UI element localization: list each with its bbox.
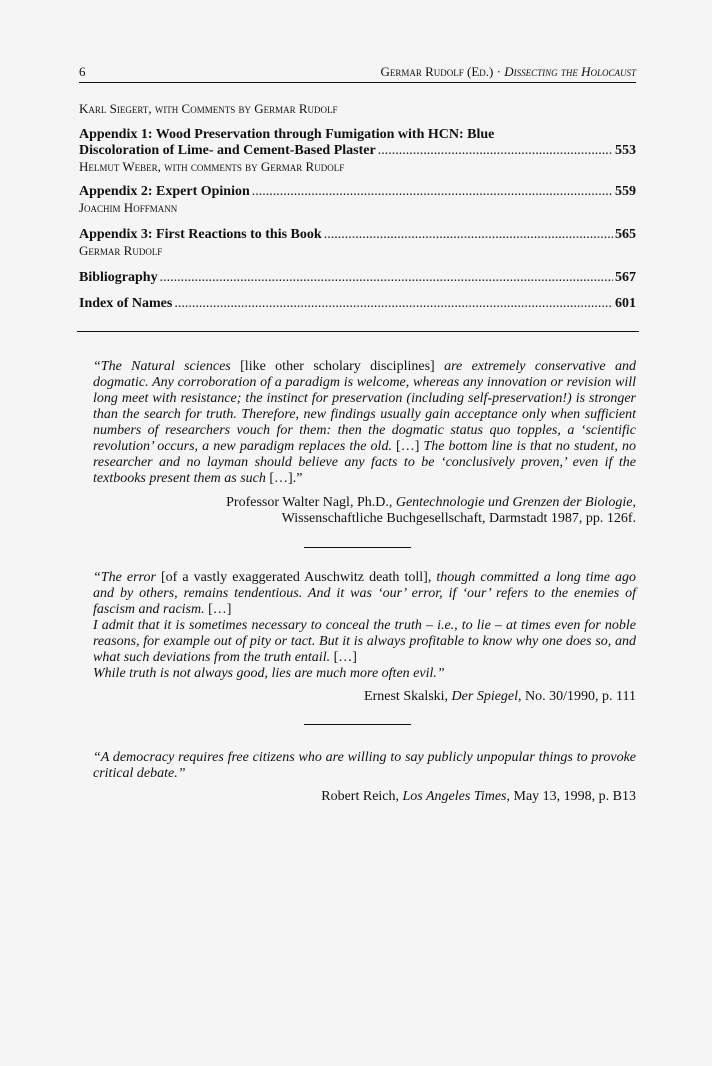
quote-text: “A democracy requires free citizens who are willing to say publicly unpopular things to provoke critical debate.” [93, 750, 636, 781]
header-book-title: Dissecting the Holocaust [504, 64, 636, 79]
dot-leader [174, 296, 613, 312]
toc-entry-author: Helmut Weber, with comments by Germar Rudolf [79, 159, 345, 174]
toc-entry-bibliography [79, 270, 636, 286]
section-divider [77, 331, 639, 332]
toc-page-number: 567 [615, 270, 636, 285]
epigraph-quote-1 [93, 359, 636, 527]
toc-page-number: 559 [615, 184, 636, 199]
quote-attribution: Professor Walter Nagl, Ph.D., Gentechnologie und Grenzen der Biologie, [226, 495, 636, 510]
toc-entry-title: Index of Names [79, 296, 173, 311]
dot-leader [160, 270, 613, 286]
dot-leader [324, 227, 613, 243]
toc-entry-title: Appendix 2: Expert Opinion [79, 184, 250, 199]
epigraph-quote-3 [93, 750, 636, 805]
running-header [79, 64, 636, 83]
quote-text: While truth is not always good, lies are much more often evil.” [93, 666, 445, 681]
quote-separator [304, 724, 411, 725]
toc-author: Karl Siegert, with Comments by Germar Rudolf [79, 101, 338, 116]
table-of-contents [79, 101, 636, 312]
toc-page-number: 601 [615, 296, 636, 311]
toc-entry-appendix-1 [79, 127, 636, 175]
quote-separator [304, 547, 411, 548]
toc-page-number: 565 [615, 227, 636, 242]
epigraph-quote-2 [93, 570, 636, 705]
toc-entry-appendix-3 [79, 227, 636, 259]
header-author: Germar Rudolf (Ed.) [380, 64, 494, 79]
toc-entry-appendix-2 [79, 184, 636, 216]
toc-entry-index [79, 296, 636, 312]
toc-entry-title: Appendix 1: Wood Preservation through Fumigation with HCN: Blue [79, 127, 495, 142]
quote-text: “The Natural sciences [like other scholary disciplines] are extremely conservative and dogmatic. Any corroboration of a paradigm is welcome, whereas any innovation or revision will long meet with resistance; the instinct for preservation (including self-preservation!) is stronger than the search for truth. Therefore, new findings usually gain acceptance only when sufficient numbers of researchers vouch for them: then the dogmatic status quo topples, a ‘scientific revolution’ occurs, a new paradigm replaces the old. […] The bottom line is that no student, no researcher and no layman should believe any facts to be ‘conclusively proven,’ even if the textbooks present them as such […].” [93, 359, 636, 486]
toc-entry-author: Germar Rudolf [79, 243, 163, 258]
toc-entry-title: Appendix 3: First Reactions to this Book [79, 227, 322, 242]
header-title: Germar Rudolf (Ed.) · Dissecting the Holocaust [380, 64, 636, 79]
toc-page-number: 553 [615, 143, 636, 158]
toc-entry-title: Bibliography [79, 270, 158, 285]
quote-text: I admit that it is sometimes necessary to conceal the truth – i.e., to lie – at times even for noble reasons, for example out of pity or tact. But it is always profitable to know why one does so, and what such deviations from the truth entail. […] [93, 618, 636, 665]
dot-leader [378, 143, 613, 159]
quote-attribution: Robert Reich, Los Angeles Times, May 13, 1998, p. B13 [321, 789, 636, 804]
quote-attribution-publisher: Wissenschaftliche Buchgesellschaft, Darmstadt 1987, pp. 126f. [281, 511, 636, 526]
toc-entry-title-cont: Discoloration of Lime- and Cement-Based Plaster [79, 143, 376, 158]
toc-entry-author: Joachim Hoffmann [79, 200, 178, 215]
quote-text: “The error [of a vastly exaggerated Auschwitz death toll], though committed a long time ago and by others, remains tendentious. And it was ‘our’ error, if ‘our’ refers to the enemies of fascism and racism. […] [93, 570, 636, 617]
dot-leader [252, 184, 613, 200]
quote-attribution: Ernest Skalski, Der Spiegel, No. 30/1990, p. 111 [364, 689, 636, 704]
page-number: 6 [79, 64, 86, 79]
